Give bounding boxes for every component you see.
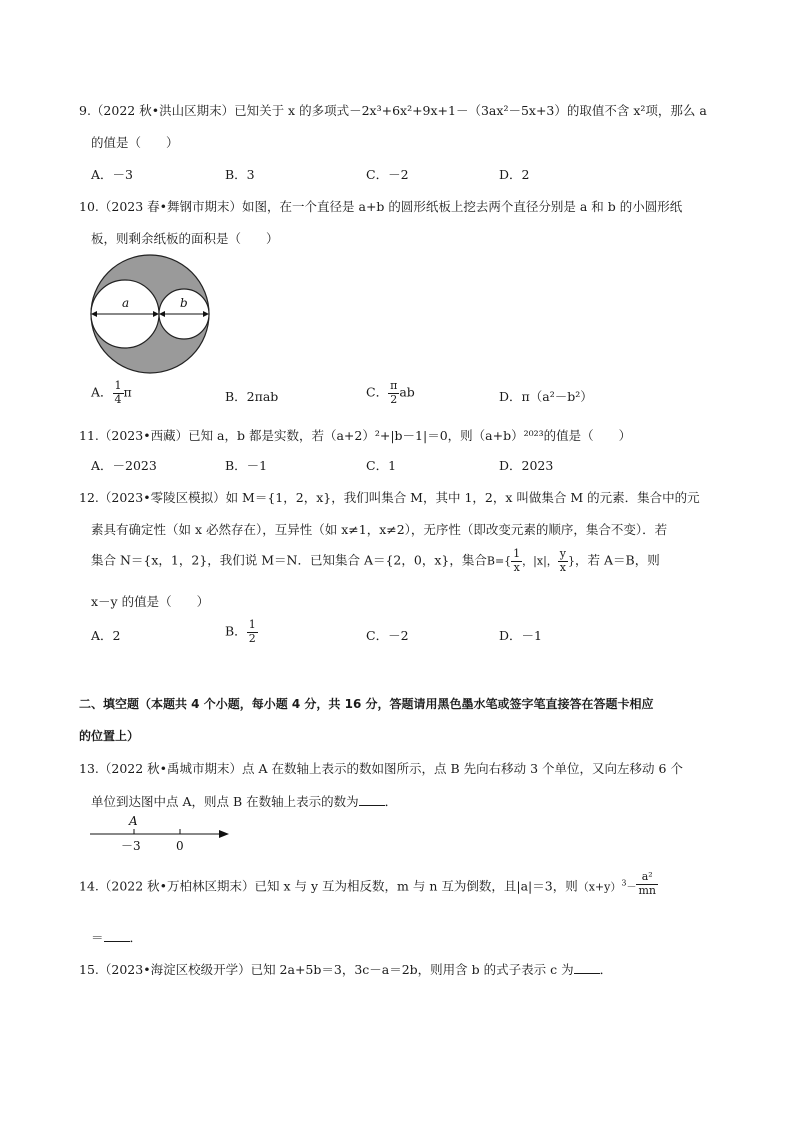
q12-set-b-fraction-1 (511, 548, 522, 574)
q12-option-b-numerator: 1 (248, 618, 256, 631)
q12-option-b-label: B． (225, 623, 247, 639)
q10-option-c[interactable] (366, 380, 415, 406)
q10-stem-line1: 10.（2023 春•舞钢市期末）如图，在一个直径是 a+b 的圆形纸板上挖去两个直径分别是 a 和 b 的小圆形纸 (79, 199, 683, 214)
q9-option-a[interactable]: A．－3 (91, 167, 133, 182)
q10-option-a-fraction (113, 380, 124, 406)
q10-circle-figure (88, 252, 216, 376)
q15-line1-end: ． (599, 962, 613, 977)
q9-option-c[interactable]: C．－2 (366, 167, 409, 182)
q10-option-a-label: A． (91, 384, 113, 400)
q12-frac1-numerator: 1 (513, 547, 521, 560)
q10-option-d[interactable]: D．π（a²－b²） (499, 389, 593, 404)
q13-number-line (88, 812, 238, 854)
q13-tick-label-0: 0 (176, 839, 184, 853)
q11-option-a[interactable]: A．－2023 (91, 458, 157, 473)
q13-line2-text: 单位到达图中点 A，则点 B 在数轴上表示的数为 (91, 794, 359, 809)
q12-stem-line1: 12.（2023•零陵区模拟）如 M＝{1，2，x}，我们叫集合 M，其中 1，2，x 叫做集合 M 的元素．集合中的元 (79, 490, 700, 505)
q15-answer-blank[interactable] (574, 961, 600, 974)
q10-option-c-numerator: π (390, 379, 398, 392)
q13-point-label-a: A (129, 814, 138, 828)
q12-frac2-denominator: x (559, 560, 567, 574)
q12-option-c[interactable]: C．－2 (366, 628, 409, 643)
q14-expr-fraction (636, 871, 658, 897)
q13-answer-blank[interactable] (359, 793, 385, 806)
q12-stem-line4: x－y 的值是（ ） (91, 594, 210, 609)
q12-set-b-abs: ，|x|， (522, 554, 558, 568)
q10-option-b[interactable]: B．2πab (225, 389, 279, 404)
q14-stem-line1 (79, 870, 658, 900)
q14-expr-minus: － (626, 882, 637, 894)
q9-stem-line1: 9.（2022 秋•洪山区期末）已知关于 x 的多项式－2x³+6x²+9x+1－（3ax²－5x+3）的取值不含 x²项，那么 a (79, 103, 707, 118)
q10-option-c-ab: ab (399, 384, 415, 400)
q14-line2-equals: ＝ (91, 930, 104, 945)
q13-stem-line2 (91, 793, 397, 809)
section2-heading-line1: 二、填空题（本题共 4 个小题，每小题 4 分，共 16 分，答题请用黑色墨水笔或签字笔直接答在答题卡相应 (79, 697, 654, 711)
q10-option-a-numerator: 1 (114, 379, 122, 392)
q12-option-b-fraction (247, 619, 258, 645)
q14-stem-line2 (91, 929, 142, 945)
q12-stem-line3 (91, 548, 660, 574)
q14-line1-text: 14.（2022 秋•万柏林区期末）已知 x 与 y 互为相反数，m 与 n 互为倒数，且|a|＝3，则 (79, 878, 578, 894)
q10-option-c-fraction (388, 380, 399, 406)
q13-axis-arrow (219, 830, 229, 838)
q14-frac-denominator: mn (638, 883, 656, 897)
q10-option-a-pi: π (123, 384, 132, 400)
q13-tick-label-minus3: －3 (121, 839, 141, 853)
q10-label-b: b (180, 296, 188, 310)
q13-line2-end: ． (384, 794, 398, 809)
q12-set-b-open: B={ (486, 554, 512, 568)
q12-stem-line2: 素具有确定性（如 x 必然存在），互异性（如 x≠1，x≠2），无序性（即改变元素的顺序，集合不变）．若 (91, 522, 668, 537)
q14-frac-numerator: a² (636, 871, 658, 885)
q14-expr-base: （x+y） (577, 880, 622, 894)
q10-option-c-denominator: 2 (390, 392, 398, 406)
q10-option-c-label: C． (366, 384, 389, 400)
q10-stem-line2: 板，则剩余纸板的面积是（ ） (91, 231, 279, 246)
q12-option-d[interactable]: D．－1 (499, 628, 542, 643)
q11-option-b[interactable]: B．－1 (225, 458, 268, 473)
q12-line3-text: 集合 N＝{x，1，2}，我们说 M＝N．已知集合 A＝{2，0，x}，集合 (91, 552, 487, 568)
q14-line2-end: ． (129, 930, 143, 945)
q12-frac1-denominator: x (513, 560, 520, 574)
q15-stem-line1 (79, 961, 612, 977)
q12-frac2-numerator: y (559, 547, 567, 560)
q12-line3-tail: ，若 A＝B，则 (575, 552, 660, 568)
q11-stem-line1: 11.（2023•西藏）已知 a，b 都是实数，若（a+2）²+|b－1|＝0，则（a+b）²⁰²³的值是（ ） (79, 428, 632, 443)
q12-option-b-denominator: 2 (248, 631, 256, 645)
q11-option-d[interactable]: D．2023 (499, 458, 554, 473)
section2-heading-line2: 的位置上） (79, 729, 140, 743)
q12-set-b-fraction-2 (558, 548, 568, 574)
q11-option-c[interactable]: C．1 (366, 458, 397, 473)
q14-expr-exponent: 3 (621, 878, 627, 888)
q12-option-a[interactable]: A．2 (91, 628, 121, 643)
q13-stem-line1: 13.（2022 秋•禹城市期末）点 A 在数轴上表示的数如图所示，点 B 先向右移动 3 个单位，又向左移动 6 个 (79, 761, 683, 776)
q10-label-a: a (122, 296, 130, 310)
q10-option-a[interactable] (91, 380, 132, 406)
q9-option-d[interactable]: D．2 (499, 167, 530, 182)
q14-answer-blank[interactable] (104, 929, 130, 942)
q9-stem-line2: 的值是（ ） (91, 135, 179, 150)
q9-option-b[interactable]: B．3 (225, 167, 255, 182)
q10-option-a-denominator: 4 (114, 392, 122, 406)
q15-line1-text: 15.（2023•海淀区校级开学）已知 2a+5b＝3，3c－a＝2b，则用含 b 的式子表示 c 为 (79, 962, 574, 977)
q12-set-b-close: } (568, 554, 576, 568)
q12-option-b[interactable] (225, 619, 258, 645)
